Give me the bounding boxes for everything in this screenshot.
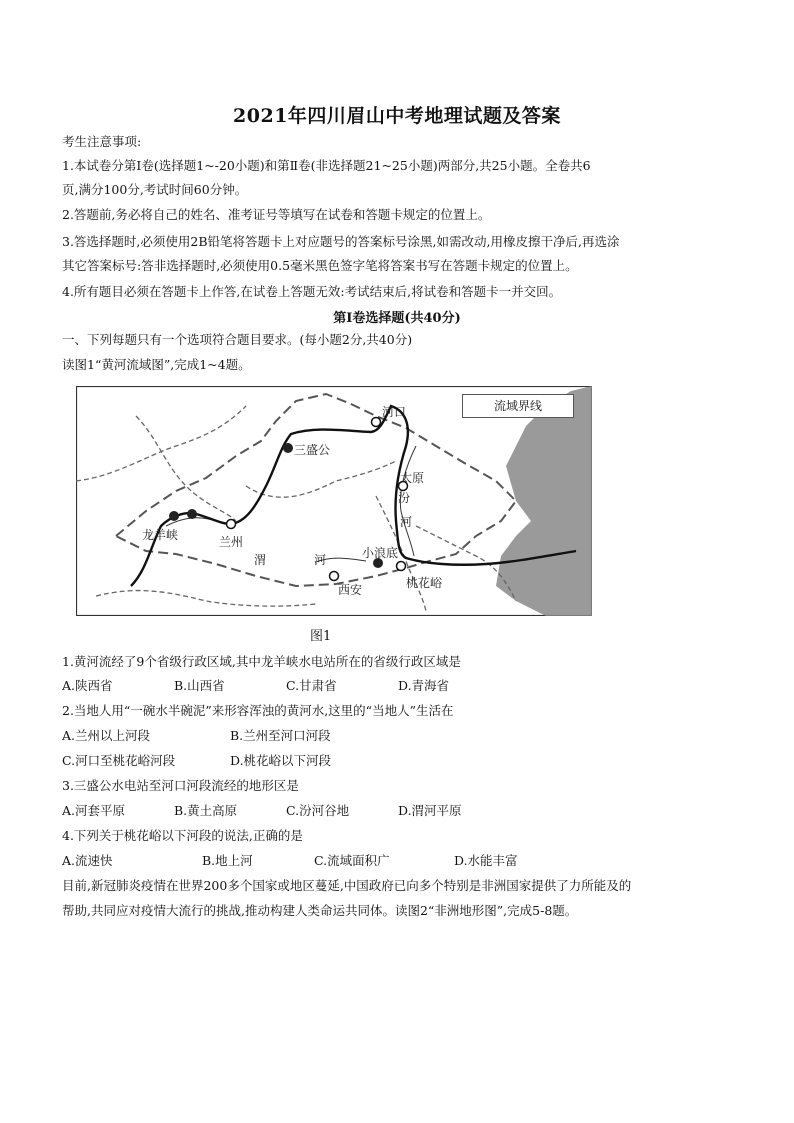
notice-heading: 考生注意事项:	[62, 134, 142, 149]
map-label-lanzhou: 兰州	[219, 535, 244, 549]
map-label-fen: 汾	[398, 491, 411, 505]
map-label-taohuayu: 桃花峪	[406, 576, 443, 590]
map-label-longyangxia: 龙羊峡	[142, 528, 179, 542]
figure-caption: 图1	[310, 629, 332, 644]
map-legend: 流域界线	[462, 394, 574, 418]
map-label-xian: 西安	[338, 583, 363, 597]
option: C.流域面积广	[314, 853, 390, 868]
question-stem: 1.黄河流经了9个省级行政区域,其中龙羊峡水电站所在的省级行政区域是	[62, 654, 461, 669]
page-title: 2021年四川眉山中考地理试题及答案	[233, 105, 561, 127]
option: D.水能丰富	[454, 853, 518, 868]
intro-paragraph-line: 帮助,共同应对疫情大流行的挑战,推动构建人类命运共同体。读图2“非洲地形图”,完成5-8题。	[62, 903, 578, 918]
option: B.兰州至河口河段	[230, 728, 331, 743]
question-stem: 2.当地人用“一碗水半碗泥”来形容浑浊的黄河水,这里的“当地人”生活在	[62, 703, 454, 718]
map-label-hekou: 河口	[382, 405, 407, 419]
map-label-taiyuan: 太原	[400, 471, 425, 485]
map-label-sanshenggong: 三盛公	[294, 443, 331, 457]
question-stem: 4.下列关于桃花峪以下河段的说法,正确的是	[62, 828, 303, 843]
option: D.渭河平原	[398, 803, 462, 818]
option: A.流速快	[62, 853, 113, 868]
map-label-fen-he: 河	[400, 515, 413, 529]
notice-line: 其它答案标号:答非选择题时,必须使用0.5毫米黑色签字笔将答案书写在答题卡规定的位置上。	[62, 258, 578, 273]
notice-line: 3.答选择题时,必须使用2B铅笔将答题卡上对应题号的答案标号涂黑,如需改动,用橡皮擦干净后,再选涂	[62, 234, 620, 249]
map-label-wei-he: 河	[314, 553, 327, 567]
section-title: 第Ⅰ卷选择题(共40分)	[333, 311, 461, 326]
option: C.河口至桃花峪河段	[62, 753, 176, 768]
option: B.黄土高原	[174, 803, 238, 818]
notice-line: 4.所有题目必须在答题卡上作答,在试卷上答题无效:考试结束后,将试卷和答题卡一并交回。	[62, 284, 562, 299]
read-figure-instruction: 读图1“黄河流域图”,完成1~4题。	[62, 357, 251, 372]
yellow-river-basin-map	[76, 386, 592, 616]
option: D.桃花峪以下河段	[230, 753, 332, 768]
map-label-xiaolangdi: 小浪底	[362, 546, 399, 560]
question-stem: 3.三盛公水电站至河口河段流经的地形区是	[62, 778, 299, 793]
notice-line: 1.本试卷分第Ⅰ卷(选择题1~-20小题)和第Ⅱ卷(非选择题21~25小题)两部分,共25小题。全卷共6	[62, 158, 591, 173]
part-one-instruction: 一、下列每题只有一个选项符合题目要求。(每小题2分,共40分)	[62, 332, 413, 347]
notice-line: 2.答题前,务必将自己的姓名、准考证号等填写在试卷和答题卡规定的位置上。	[62, 207, 491, 222]
option: D.青海省	[398, 678, 450, 693]
option: C.甘肃省	[286, 678, 337, 693]
option: B.地上河	[202, 853, 253, 868]
intro-paragraph-line: 目前,新冠肺炎疫情在世界200多个国家或地区蔓延,中国政府已向多个特别是非洲国家提供了力所能及的	[62, 878, 632, 893]
notice-line: 页,满分100分,考试时间60分钟。	[62, 182, 248, 197]
option: C.汾河谷地	[286, 803, 350, 818]
option: A.陕西省	[62, 678, 113, 693]
map-graphic	[76, 386, 592, 616]
option: B.山西省	[174, 678, 225, 693]
map-label-wei: 渭	[254, 553, 267, 567]
option: A.河套平原	[62, 803, 126, 818]
option: A.兰州以上河段	[62, 728, 151, 743]
